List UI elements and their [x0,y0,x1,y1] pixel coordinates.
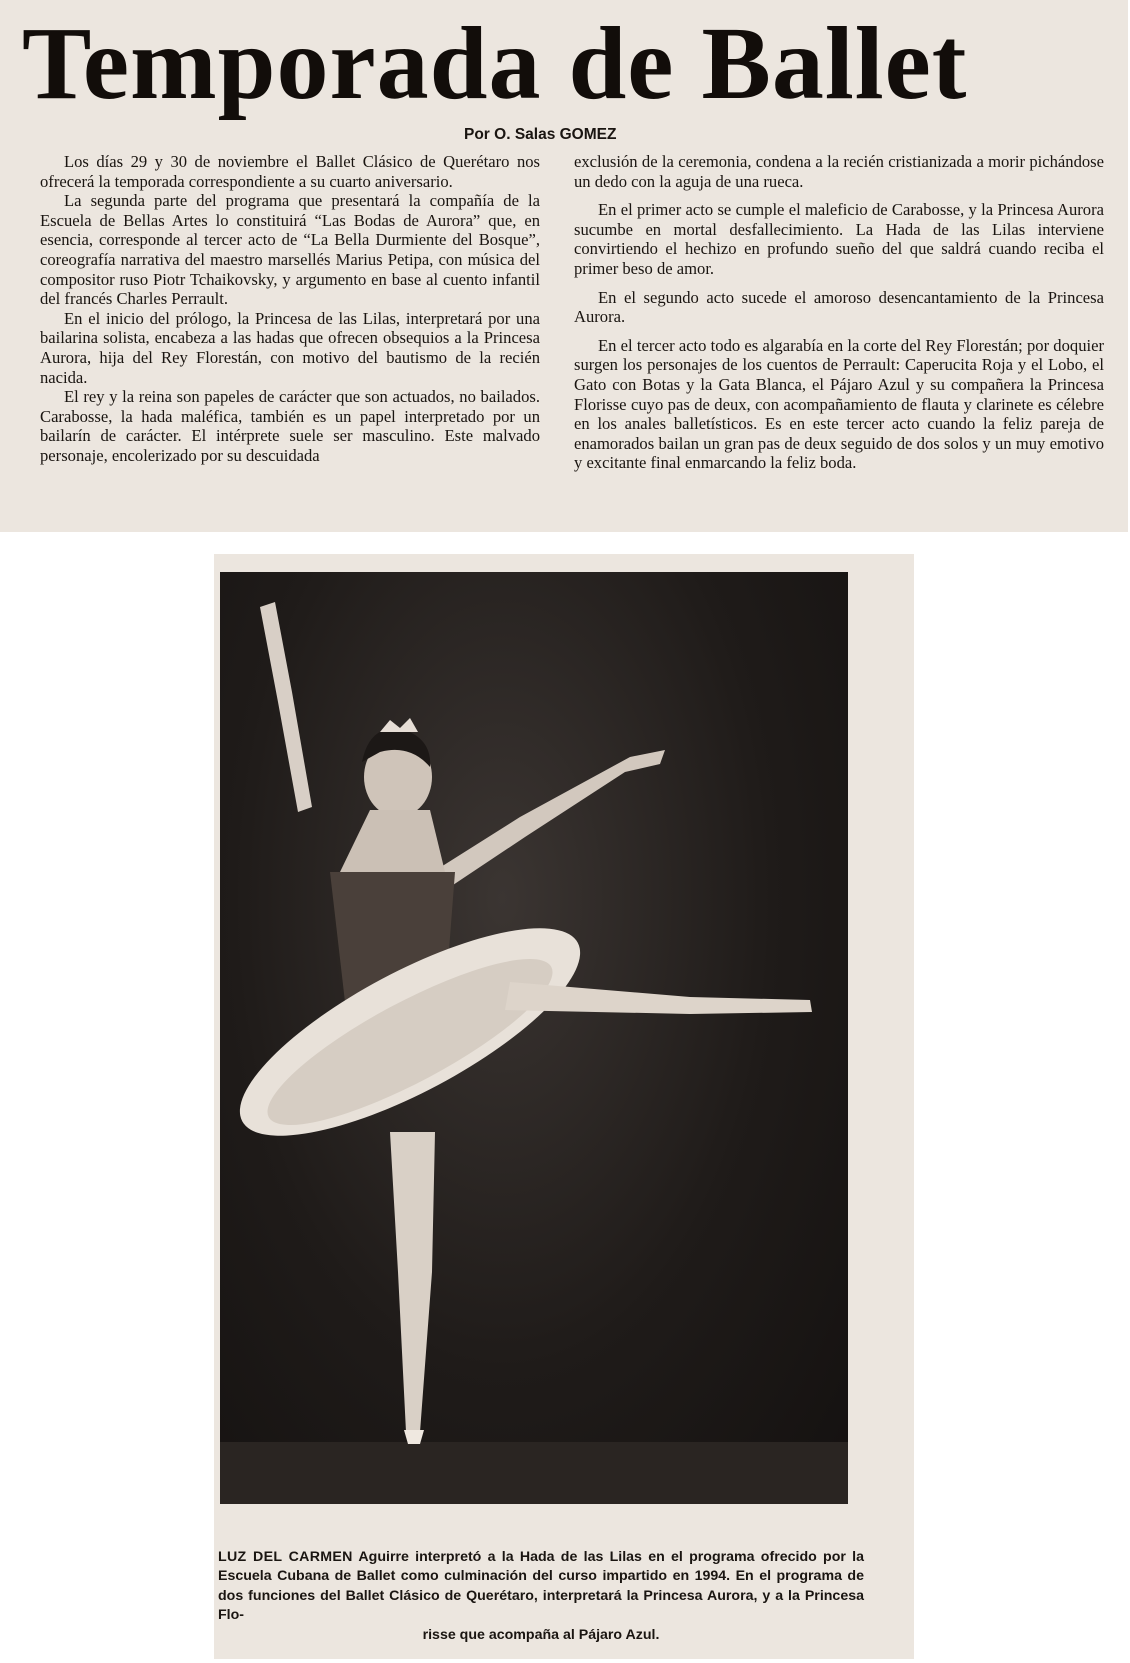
paragraph: Los días 29 y 30 de noviembre el Ballet Clásico de Querétaro nos ofrecerá la temporada correspondiente a su cuarto aniversario. [40,152,540,191]
ballerina-figure [220,572,848,1504]
paragraph: En el tercer acto todo es algarabía en la corte del Rey Florestán; por doquier surgen los personajes de los cuentos de Perrault: Caperucita Roja y el Lobo, el Gato con Botas y la Gata Blanca, el Pájaro Azul y su compañera la Princesa Florisse cuyo pas de deux, con acompañamiento de flauta y clarinete es célebre en los anales balletísticos. Es en este tercer acto cuando la feliz pareja de enamorados bailan un gran pas de deux seguido de dos solos y un muy emotivo y excitante final enmarcando la feliz boda. [574,335,1104,473]
paragraph: En el segundo acto sucede el amoroso desencantamiento de la Princesa Aurora. [574,287,1104,327]
caption-last-line: risse que acompaña al Pájaro Azul. [422,1626,660,1643]
paragraph: El rey y la reina son papeles de carácter que son actuados, no bailados. Carabosse, la hada maléfica, también es un papel interpretado por un bailarín de carácter. El intérprete suele ser masculino. Este malvado personaje, encolerizado por su descuidada [40,387,540,465]
paragraph-continuation: exclusión de la ceremonia, condena a la recién cristianizada a morir pichándose un dedo con la aguja de una rueca. [574,152,1104,191]
article-left-column [40,152,540,522]
ballerina-photo [220,572,848,1504]
photo-clipping [214,554,914,1659]
article-headline: Temporada de Ballet [22,6,968,121]
caption-body: Aguirre interpretó a la Hada de las Lilas en el programa ofrecido por la Escuela Cubana de Ballet como culminación del curso impartido en 1994. En el programa de dos funciones del Ballet Clásico de Querétaro, interpretará la Princesa Aurora, y a la Princesa Flo- [218,1549,864,1624]
paragraph: En el inicio del prólogo, la Princesa de las Lilas, interpretará por una bailarina solista, encabeza a las hadas que ofrecen obsequios a la Princesa Aurora, hija del Rey Florestán, con motivo del bautismo de la recién nacida. [40,308,540,387]
caption-lead: LUZ DEL CARMEN [218,1549,353,1565]
photo-caption [218,1548,864,1645]
paragraph: En el primer acto se cumple el maleficio de Carabosse, y la Princesa Aurora sucumbe en mortal desfallecimiento. La Hada de las Lilas interviene convirtiendo el hechizo en profundo sueño del que saldrá cuando reciba el primer beso de amor. [574,200,1104,278]
article-byline: Por O. Salas GOMEZ [464,126,617,143]
article-clipping [0,0,1128,532]
paragraph: La segunda parte del programa que presentará la compañía de la Escuela de Bellas Artes lo constituirá “Las Bodas de Aurora” que, en esencia, corresponde al tercer acto de “La Bella Durmiente del Bosque”, coreografía narrativa del maestro marsellés Marius Petipa, con música del compositor ruso Piotr Tchaikovsky, y argumento en base al cuento infantil del francés Charles Perrault. [40,191,540,309]
article-right-column [574,152,1104,522]
